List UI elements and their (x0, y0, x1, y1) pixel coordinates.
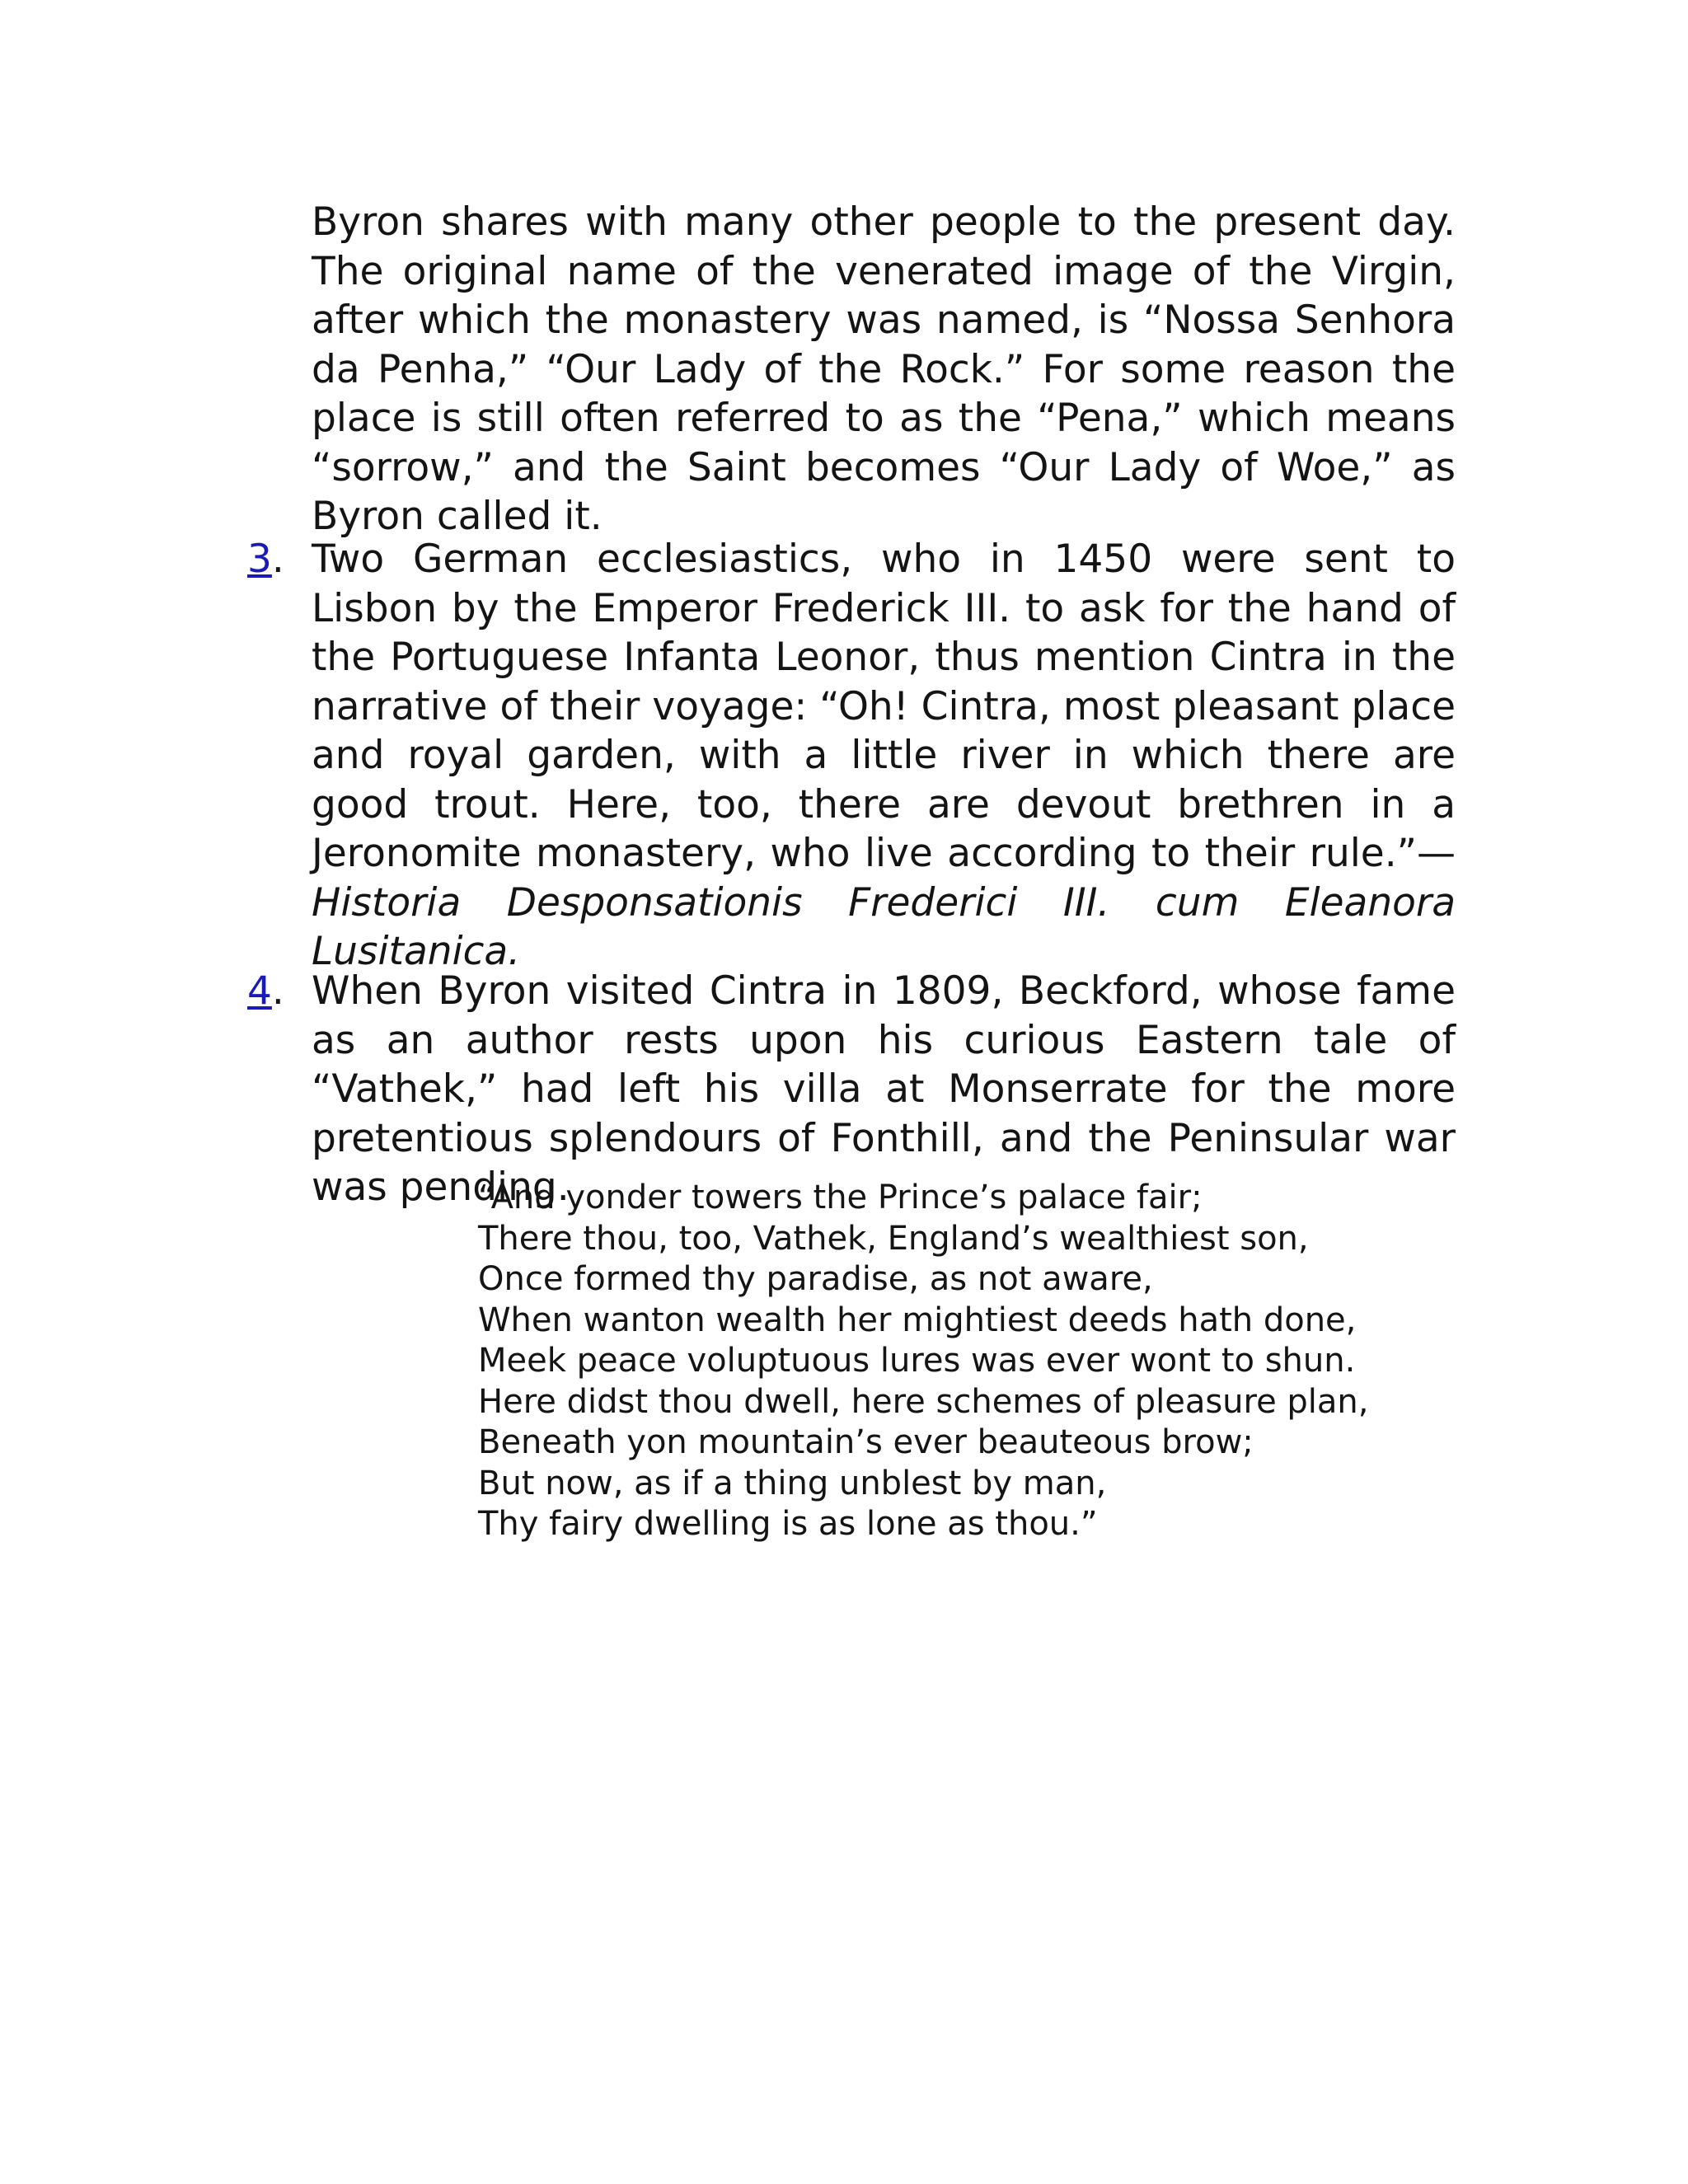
poem-line: There thou, too, Vathek, England’s wealthiest son, (478, 1219, 1309, 1258)
footnote-4-text: When Byron visited Cintra in 1809, Beckford, whose fame as an author rests upon his curious Eastern tale of “Vathek,” had left his villa at Monserrate for the more pretentious splendours of Fonthill, and the Peninsular war was pending. (312, 968, 1456, 1210)
poem-line: Thy fairy dwelling is as lone as thou.” (478, 1505, 1098, 1543)
poem-line: “And yonder towers the Prince’s palace fair; (478, 1179, 1203, 1216)
footnote-3-text: Two German ecclesiastics, who in 1450 were sent to Lisbon by the Emperor Frederick III. to ask for the hand of the Portuguese Infanta Leonor, thus mention Cintra in the narrative of their voyage: “Oh! Cintra, most pleasant place and royal garden, with a little river in which there are good trout. Here, too, there are devout brethren in a Jeronomite monastery, who live according to their rule.”—Historia Desponsationis Frederici III. cum Eleanora Lusitanica. (312, 537, 1456, 974)
poem-line: Meek peace voluptuous lures was ever wont to shun. (478, 1342, 1356, 1380)
poem-line: Here didst thou dwell, here schemes of pleasure plan, (478, 1382, 1369, 1421)
poem-line: But now, as if a thing unblest by man, (478, 1464, 1107, 1502)
poem-line: Beneath yon mountain’s ever beauteous brow; (478, 1423, 1254, 1461)
footnote-number: 4. (247, 968, 284, 1014)
poem-line: When wanton wealth her mightiest deeds hath done, (478, 1301, 1357, 1339)
continuation-paragraph: Byron shares with many other people to the present day. The original name of the venerated image of the Virgin, after which the monastery was named, is “Nossa Senhora da Penha,” “Our Lady of the Rock.” For some reason the place is still often referred to as the “Pena,” which means “sorrow,” and the Saint becomes “Our Lady of Woe,” as Byron called it. (312, 199, 1456, 539)
footnote-number: 3. (247, 537, 284, 582)
footnote-3-citation: Historia Desponsationis Frederici III. cum Eleanora Lusitanica. (312, 879, 1456, 974)
poem-line: Once formed thy paradise, as not aware, (478, 1260, 1153, 1298)
footnote-3-link[interactable]: 3 (247, 537, 272, 582)
poem-quotation (478, 1178, 1385, 1545)
footnote-4-link[interactable]: 4 (247, 968, 272, 1014)
